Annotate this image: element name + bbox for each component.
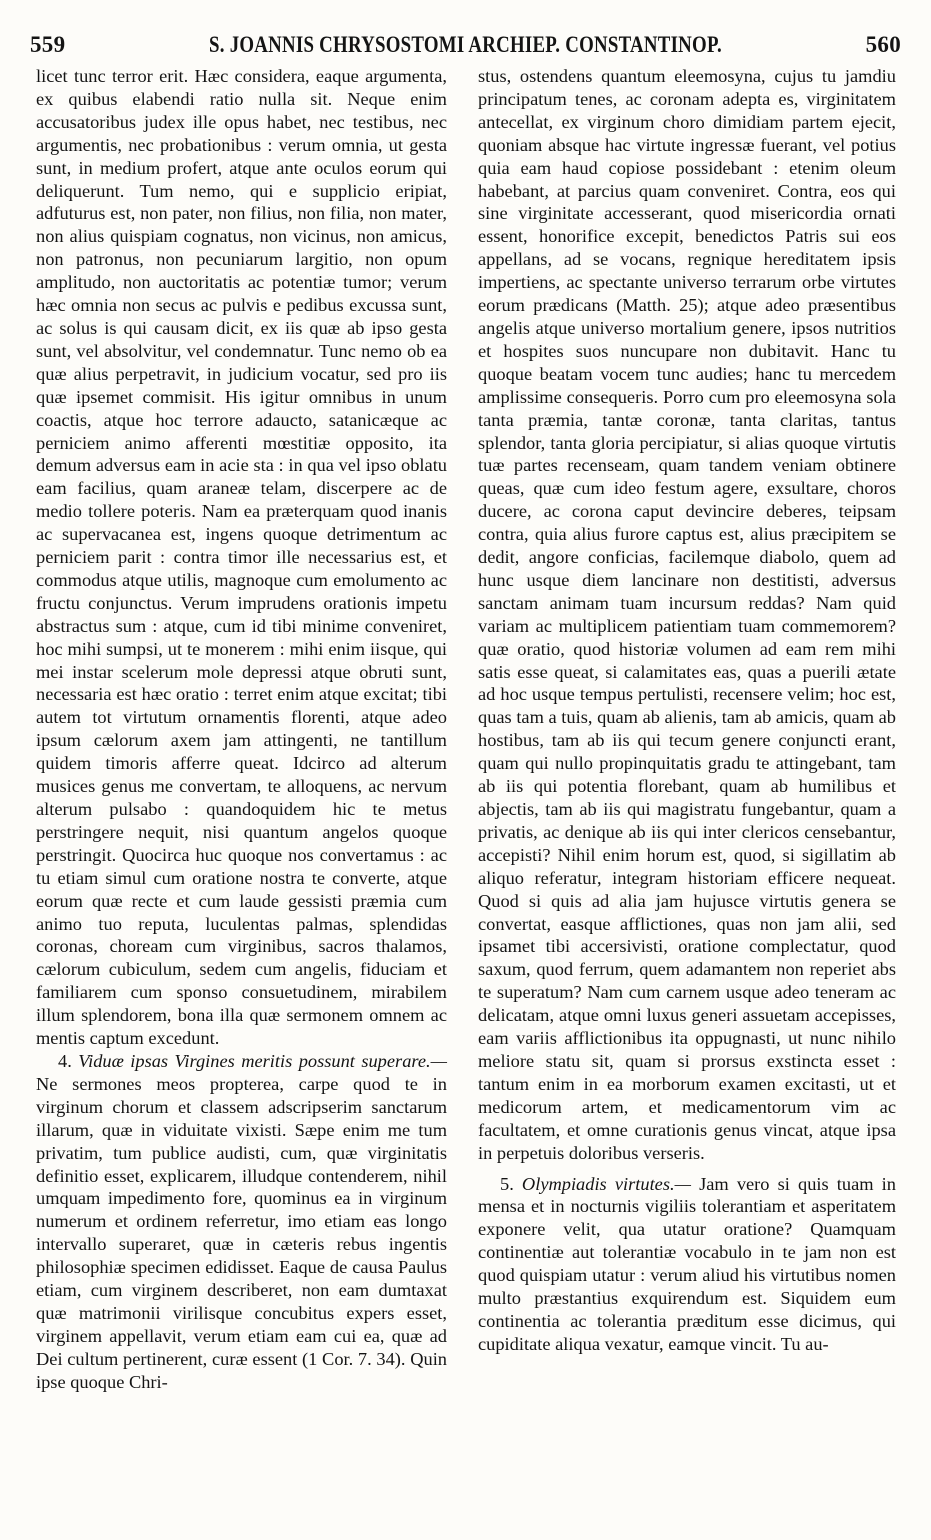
section-paragraph xyxy=(478,1173,896,1356)
paragraph: stus, ostendens quantum eleemosyna, cujus tu jamdiu principatum tenes, ac coronam adepta es, virginitatem antecellat, ex virginum choro dimidiam partem ejecit, quoniam absque hac virtute ingressæ fuerant, vel potius quia eam haud copiose possidebant : etenim oleum habebant, at parcius quam conveniret. Contra, eos qui sine virginitate accesserant, quod misericordia ornati essent, honorifice excepit, benedictos Patris sui eos appellans, ad se vocans, regnique hereditatem ipsis impertiens, ac spectante universo terrarum orbe virtutes eorum prædicans (Matth. 25); atque adeo præsentibus angelis atque universo mortalium genere, ipsos nutritios et hospites suos nuncupare non dubitavit. Hanc tu quoque beatam vocem tunc audies; hanc tu mercedem amplissime consequeris. Porro cum pro eleemosyna sola tanta præmia, tantæ coronæ, tanta claritas, tantus splendor, tanta gloria percipiatur, si alias quoque virtutis tuæ partes recenseam, quam tandem veniam obtinere queas, quæ cum ideo festum agere, exsultare, choros ducere, ac corona caput devincire deberes, teipsam contra, quia alius furore captus est, alius præcipitem se dedit, angore conficias, facilemque diabolo, quem ad hunc usque diem lancinare non destitisti, adversus sanctam animam tuam incursum reddas? Nam quid variam ac multiplicem patientiam tuam commemorem? quæ oratio, quod historiæ volumen ad eam rem mihi satis esse queat, si calamitates eas, quas a puerili ætate ad hoc usque tempus pertulisti, recensere velim; hoc est, quas tam a tuis, quam ab alienis, tam ab amicis, quam ab hostibus, tam ab iis qui tecum genere conjuncti erant, quam qui nullo propinquitatis gradu te attingebant, tam ab iis qui potentia florebant, quam ab humilibus et abjectis, tam ab iis qui magistratu fungebantur, quam a privatis, ac denique ab iis qui inter clericos censebantur, accepisti? Nihil enim horum est, quod, si sigillatim ab aliquo referatur, integram historiam efficere nequeat. Quod si quis ad alia jam hujusce virtutis genera se convertat, easque afflictiones, quas non jam alii, sed ipsamet tibi accersivisti, oratione complectatur, quod saxum, quod ferrum, quem adamantem non reperiet abs te superatum? Nam cum carnem usque adeo teneram ac delicatam, atque omni luxus generi assuetam accepisses, eam variis afflictionibus ita oppugnasti, ut nunc nihilo meliore statu sit, quam si prorsus exstincta esset : tantum enim in ea morborum examen excitasti, ut et medicorum artem, et medicamentorum vim ac facultatem, et omne curationis genus vincat, atque ipsa in perpetuis doloribus verseris. xyxy=(478,66,896,1163)
section-heading: Olympiadis virtutes.— xyxy=(521,1173,691,1194)
page-number-left: 559 xyxy=(30,32,66,57)
section-heading: Viduæ ipsas Virgines meritis possunt superare.— xyxy=(78,1050,447,1071)
right-column xyxy=(478,65,896,1530)
section-number: 4. xyxy=(58,1050,72,1071)
paragraph: licet tunc terror erit. Hæc considera, eaque argumenta, ex quibus elabendi ratio nulla sit. Neque enim accusatoribus judex ille opus habet, nec testibus, nec argumentis, nec probationibus : verum omnia, ut gesta sunt, in medium profert, atque ante oculos eorum qui deliquerunt. Tum nemo, qui e supplicio eripiat, adfuturus est, non pater, non filius, non filia, non mater, non alius quispiam cognatus, non vicinus, non amicus, non patronus, non pecuniarum largitio, non opum amplitudo, non auctoritatis ac potentiæ tumor; verum hæc omnia non secus ac pulvis e pedibus excussa sunt, ac solus is qui causam dicit, ex iis quæ ab ipso gesta sunt, vel absolvitur, vel condemnatur. Tunc nemo ob ea quæ alius perpetravit, in judicium vocatur, sed pro iis quæ ipsemet commisit. His igitur omnibus in unum coactis, atque hoc terrore adaucto, satanicæque ac perniciem animo afferenti mœstitiæ opposito, ita demum adversus eam in acie sta : in qua vel ipso oblatu eam facilius, quam araneæ telam, discerpere ac de medio tollere poteris. Nam ea præterquam quod inanis ac supervacanea est, ingens quoque detrimentum ac perniciem parit : contra timor ille necessarius est, et commodus atque utilis, magnoque cum emolumento ac fructu conjunctus. Verum imprudens orationis impetu abstractus sum : atque, cum id tibi minime conveniret, hoc mihi sumpsi, ut te monerem : mihi enim iisque, qui mei instar scelerum mole depressi atque obruti sunt, necessaria est hæc oratio : terret enim atque excitat; tibi autem tot virtutum ornamentis florenti, atque adeo ipsum cælorum axem jam attingenti, ne tantillum quidem timoris afferre queat. Idcirco ad alterum musices genus me convertam, te alloquens, ac nervum alterum pulsabo : quandoquidem hic te metus perstringere nequit, nisi quantum angelos quoque perstringit. Quocirca huc quoque nos convertamus : ac tu etiam simul cum oratione nostra te converte, atque eorum quæ recte et cum laude gessisti præmia cum animo tuo reputa, luculentas palmas, splendidas coronas, choream cum virginibus, sacros thalamos, cælorum cubiculum, sedem cum angelis, fiduciam et familiarem cum sponso consuetudinem, mirabilem illum splendorem, bona illa quæ sermonem omnem ac mentis captum excedunt. xyxy=(36,66,447,1049)
left-column xyxy=(36,65,447,1530)
section-number: 5. xyxy=(500,1173,514,1194)
running-title: S. JOANNIS CHRYSOSTOMI ARCHIEP. CONSTANTINOP. xyxy=(209,32,722,57)
section-text: Ne sermones meos propterea, carpe quod te in virginum chorum et classem adscripserim sanctarum illarum, quæ in viduitate vixisti. Sæpe enim me tum privatim, tum publice audisti, cum, quæ virginitatis definitio esset, explicarem, illudque contenderem, nihil umquam impedimento fore, quominus ea in virginum numerum et ordinem referretur, imo etiam eas longo intervallo superaret, quæ in cæteris rebus ingentis philosophiæ specimen edidisset. Eaque de causa Paulus etiam, cum virginem describeret, non eam dumtaxat quæ matrimonii virilisque concubitus expers esset, virginem appellavit, verum etiam eam cui ea, quæ ad Dei cultum pertinerent, curæ essent (1 Cor. 7. 34). Quin ipse quoque Chri- xyxy=(36,1073,447,1392)
page-number-right: 560 xyxy=(865,32,901,57)
section-paragraph xyxy=(36,1050,447,1394)
running-header xyxy=(30,32,901,62)
section-text: Jam vero si quis tuam in mensa et in nocturnis vigiliis tolerantiam et asperitatem exponere velit, qua utatur oratione? Quamquam continentiæ aut tolerantiæ vocabulo in te jam non est quod quispiam utatur : verum aliud his virtutibus nomen multo præstantius exquirendum est. Siquidem eum continentia ac tolerantia præditum esse dicimus, qui cupiditate aliqua vexatur, eamque vincit. Tu au- xyxy=(478,1173,896,1354)
